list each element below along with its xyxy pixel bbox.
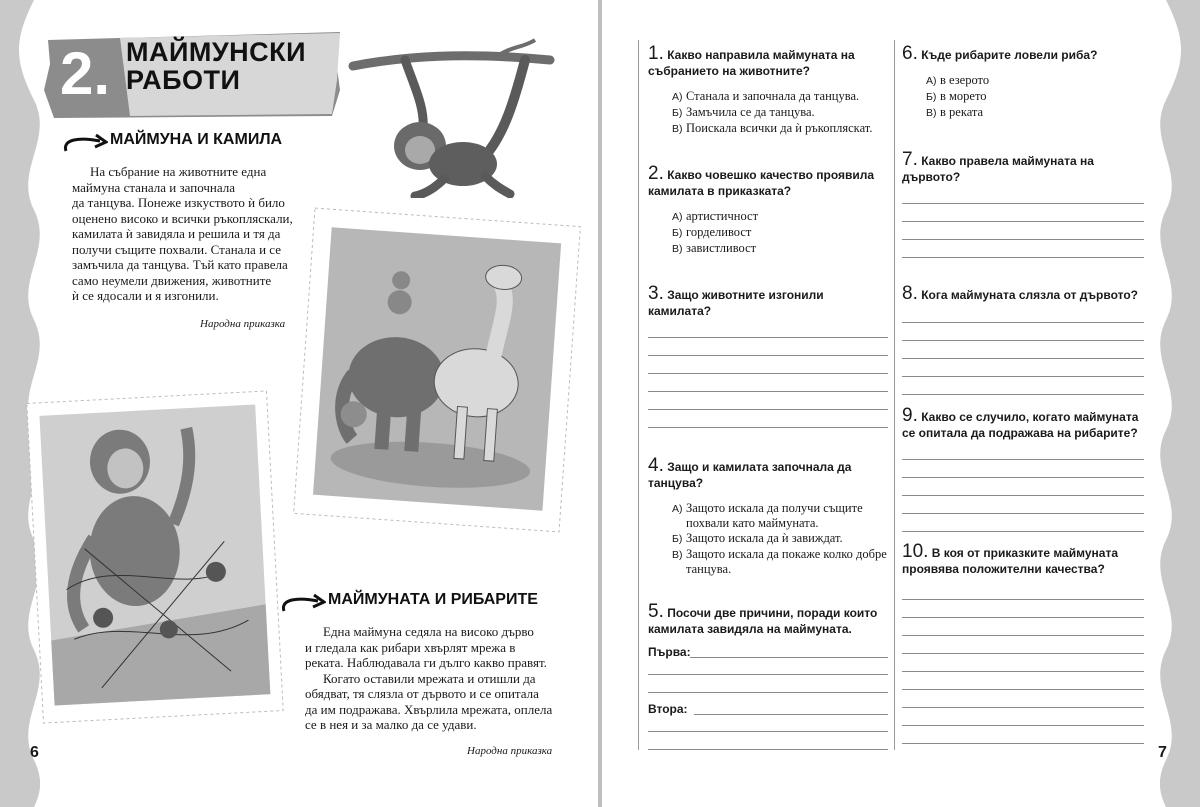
answer-option[interactable]: В) Защото искала да покаже колко добре танцува. [672, 547, 887, 576]
story2-text [305, 624, 585, 733]
question-5 [648, 601, 888, 637]
answer-lines-q10[interactable] [902, 582, 1144, 744]
page-number-right: 7 [1158, 744, 1167, 761]
question-heading [648, 601, 888, 637]
question-text: Кога маймуната слязла от дървото? [921, 288, 1138, 302]
question-3 [648, 283, 888, 319]
question-heading [648, 455, 888, 491]
answer-option[interactable]: А) артистичност [672, 209, 759, 223]
story1-line: да танцува. Понеже изкуството ѝ било [72, 195, 285, 210]
story1-line: замъчила да танцува. Тъй като правела [72, 257, 288, 272]
story2-heading: МАЙМУНАТА И РИБАРИТЕ [328, 591, 538, 608]
question-text: Къде рибарите ловели риба? [921, 48, 1098, 62]
second-reason-lines[interactable] [648, 714, 888, 750]
story2-line: Когато оставили мрежата и отишли да [323, 670, 536, 686]
story1-line: камилата ѝ завидяла и решила и тя да [72, 226, 281, 241]
story2-line: се в нея и за малко да се удави. [305, 717, 477, 732]
column-divider [894, 40, 895, 750]
page-number-left: 6 [30, 744, 39, 761]
question-heading [648, 43, 888, 79]
question-8 [902, 283, 1147, 304]
answer-lines-q3[interactable] [648, 320, 888, 428]
answer-option[interactable]: А) Защото искала да получи същите похвали като маймуната. [672, 501, 863, 530]
left-border-line [638, 40, 639, 750]
answer-lines-q9[interactable] [902, 442, 1144, 532]
answer-option[interactable]: А) в езерото [926, 73, 990, 87]
question-heading [902, 405, 1147, 441]
question-number: 5. [648, 601, 664, 622]
answer-option[interactable]: Б) горделивост [672, 225, 752, 239]
question-text: Какво направила маймуната на събранието на животните? [648, 48, 855, 78]
question-number: 10. [902, 541, 929, 562]
question-heading [648, 163, 888, 199]
question-heading [902, 283, 1147, 304]
story2-line: реката. Наблюдавала ги дълго какво правят. [305, 655, 547, 670]
question-text: Посочи две причини, поради които камилата завидяла на маймуната. [648, 606, 878, 636]
story1-source: Народна приказка [200, 318, 286, 330]
answer-option[interactable]: Б) в морето [926, 89, 987, 103]
story1-heading: МАЙМУНА И КАМИЛА [110, 131, 283, 148]
story2-line: Една маймуна седяла на високо дърво [323, 624, 534, 639]
answer-lines-q7[interactable] [902, 186, 1144, 258]
second-reason-line[interactable] [694, 697, 888, 715]
answer-lines-q8[interactable] [902, 305, 1144, 395]
answer-options [648, 89, 888, 137]
story2-line: и гледала как рибари хвърлят мрежа в [305, 639, 516, 655]
answer-option[interactable]: В) в реката [926, 105, 984, 119]
question-text: В коя от приказките маймуната проявява положителни качества? [902, 546, 1119, 576]
question-2 [648, 163, 888, 257]
story2-source: Народна приказка [467, 745, 553, 757]
question-4 [648, 455, 888, 577]
answer-option[interactable]: В) завистливост [672, 241, 757, 255]
answer-options [648, 501, 888, 577]
question-7 [902, 149, 1147, 185]
question-number: 8. [902, 283, 918, 304]
question-10 [902, 541, 1147, 577]
story1-text [72, 164, 322, 304]
question-9 [902, 405, 1147, 441]
question-number: 1. [648, 43, 664, 64]
story1-line: оценено високо и всички ръкопляскали, [72, 210, 293, 226]
answer-option[interactable]: А) Станала и започнала да танцува. [672, 89, 860, 103]
question-text: Какво се случило, когато маймуната се опитала да подражава на рибарите? [902, 410, 1139, 440]
answer-options [902, 73, 1147, 121]
question-heading [648, 283, 888, 319]
answer-option[interactable]: Б) Защото искала да ѝ завиждат. [672, 531, 843, 545]
question-number: 4. [648, 455, 664, 476]
question-1 [648, 43, 888, 137]
story1-line: На събрание на животните една [90, 164, 267, 179]
first-reason-lines[interactable] [648, 657, 888, 693]
answer-option[interactable]: В) Поискала всички да ѝ ръкопляскат. [672, 121, 873, 135]
chapter-title-line2: РАБОТИ [126, 65, 241, 95]
chapter-title [126, 38, 306, 94]
right-page [602, 0, 1200, 807]
question-number: 6. [902, 43, 918, 64]
story1-line: маймуна станала и започнала [72, 179, 235, 195]
question-number: 9. [902, 405, 918, 426]
story2-line: да им подражава. Хвърлила мрежата, оплела [305, 701, 553, 717]
story1-line: ѝ се ядосали и я изгонили. [72, 288, 219, 303]
story2-line: обядват, тя слязла от дървото и се опитала [305, 686, 539, 701]
second-reason-label: Втора: [648, 702, 688, 716]
monkey-with-net-picture [25, 385, 285, 730]
chapter-title-line1: МАЙМУНСКИ [126, 37, 307, 67]
question-number: 7. [902, 149, 918, 170]
curved-arrow-icon [60, 133, 108, 155]
question-6 [902, 43, 1147, 121]
question-number: 2. [648, 163, 664, 184]
answer-options [648, 209, 888, 257]
question-heading [902, 43, 1147, 64]
answer-option[interactable]: Б) Замъчила се да танцува. [672, 105, 815, 119]
story1-line: само неумели движения, животните [72, 272, 272, 288]
curved-arrow-icon [278, 593, 326, 615]
question-heading [902, 149, 1147, 185]
first-reason-label: Първа: [648, 645, 691, 659]
question-text: Какво правела маймуната на дървото? [902, 154, 1094, 184]
left-page [0, 0, 598, 807]
question-text: Защо и камилата започнала да танцува? [648, 460, 852, 490]
question-text: Какво човешко качество проявила камилата в приказката? [648, 168, 875, 198]
first-reason-line[interactable] [690, 640, 888, 658]
chapter-number: 2. [60, 40, 111, 107]
question-number: 3. [648, 283, 664, 304]
question-text: Защо животните изгонили камилата? [648, 288, 824, 318]
elephant-camel-monkey-picture [292, 205, 582, 535]
orangutan-illustration [345, 38, 560, 198]
right-wavy-edge [1154, 0, 1200, 807]
question-heading [902, 541, 1147, 577]
story1-line: получи същите похвали. Станала и се [72, 241, 281, 257]
